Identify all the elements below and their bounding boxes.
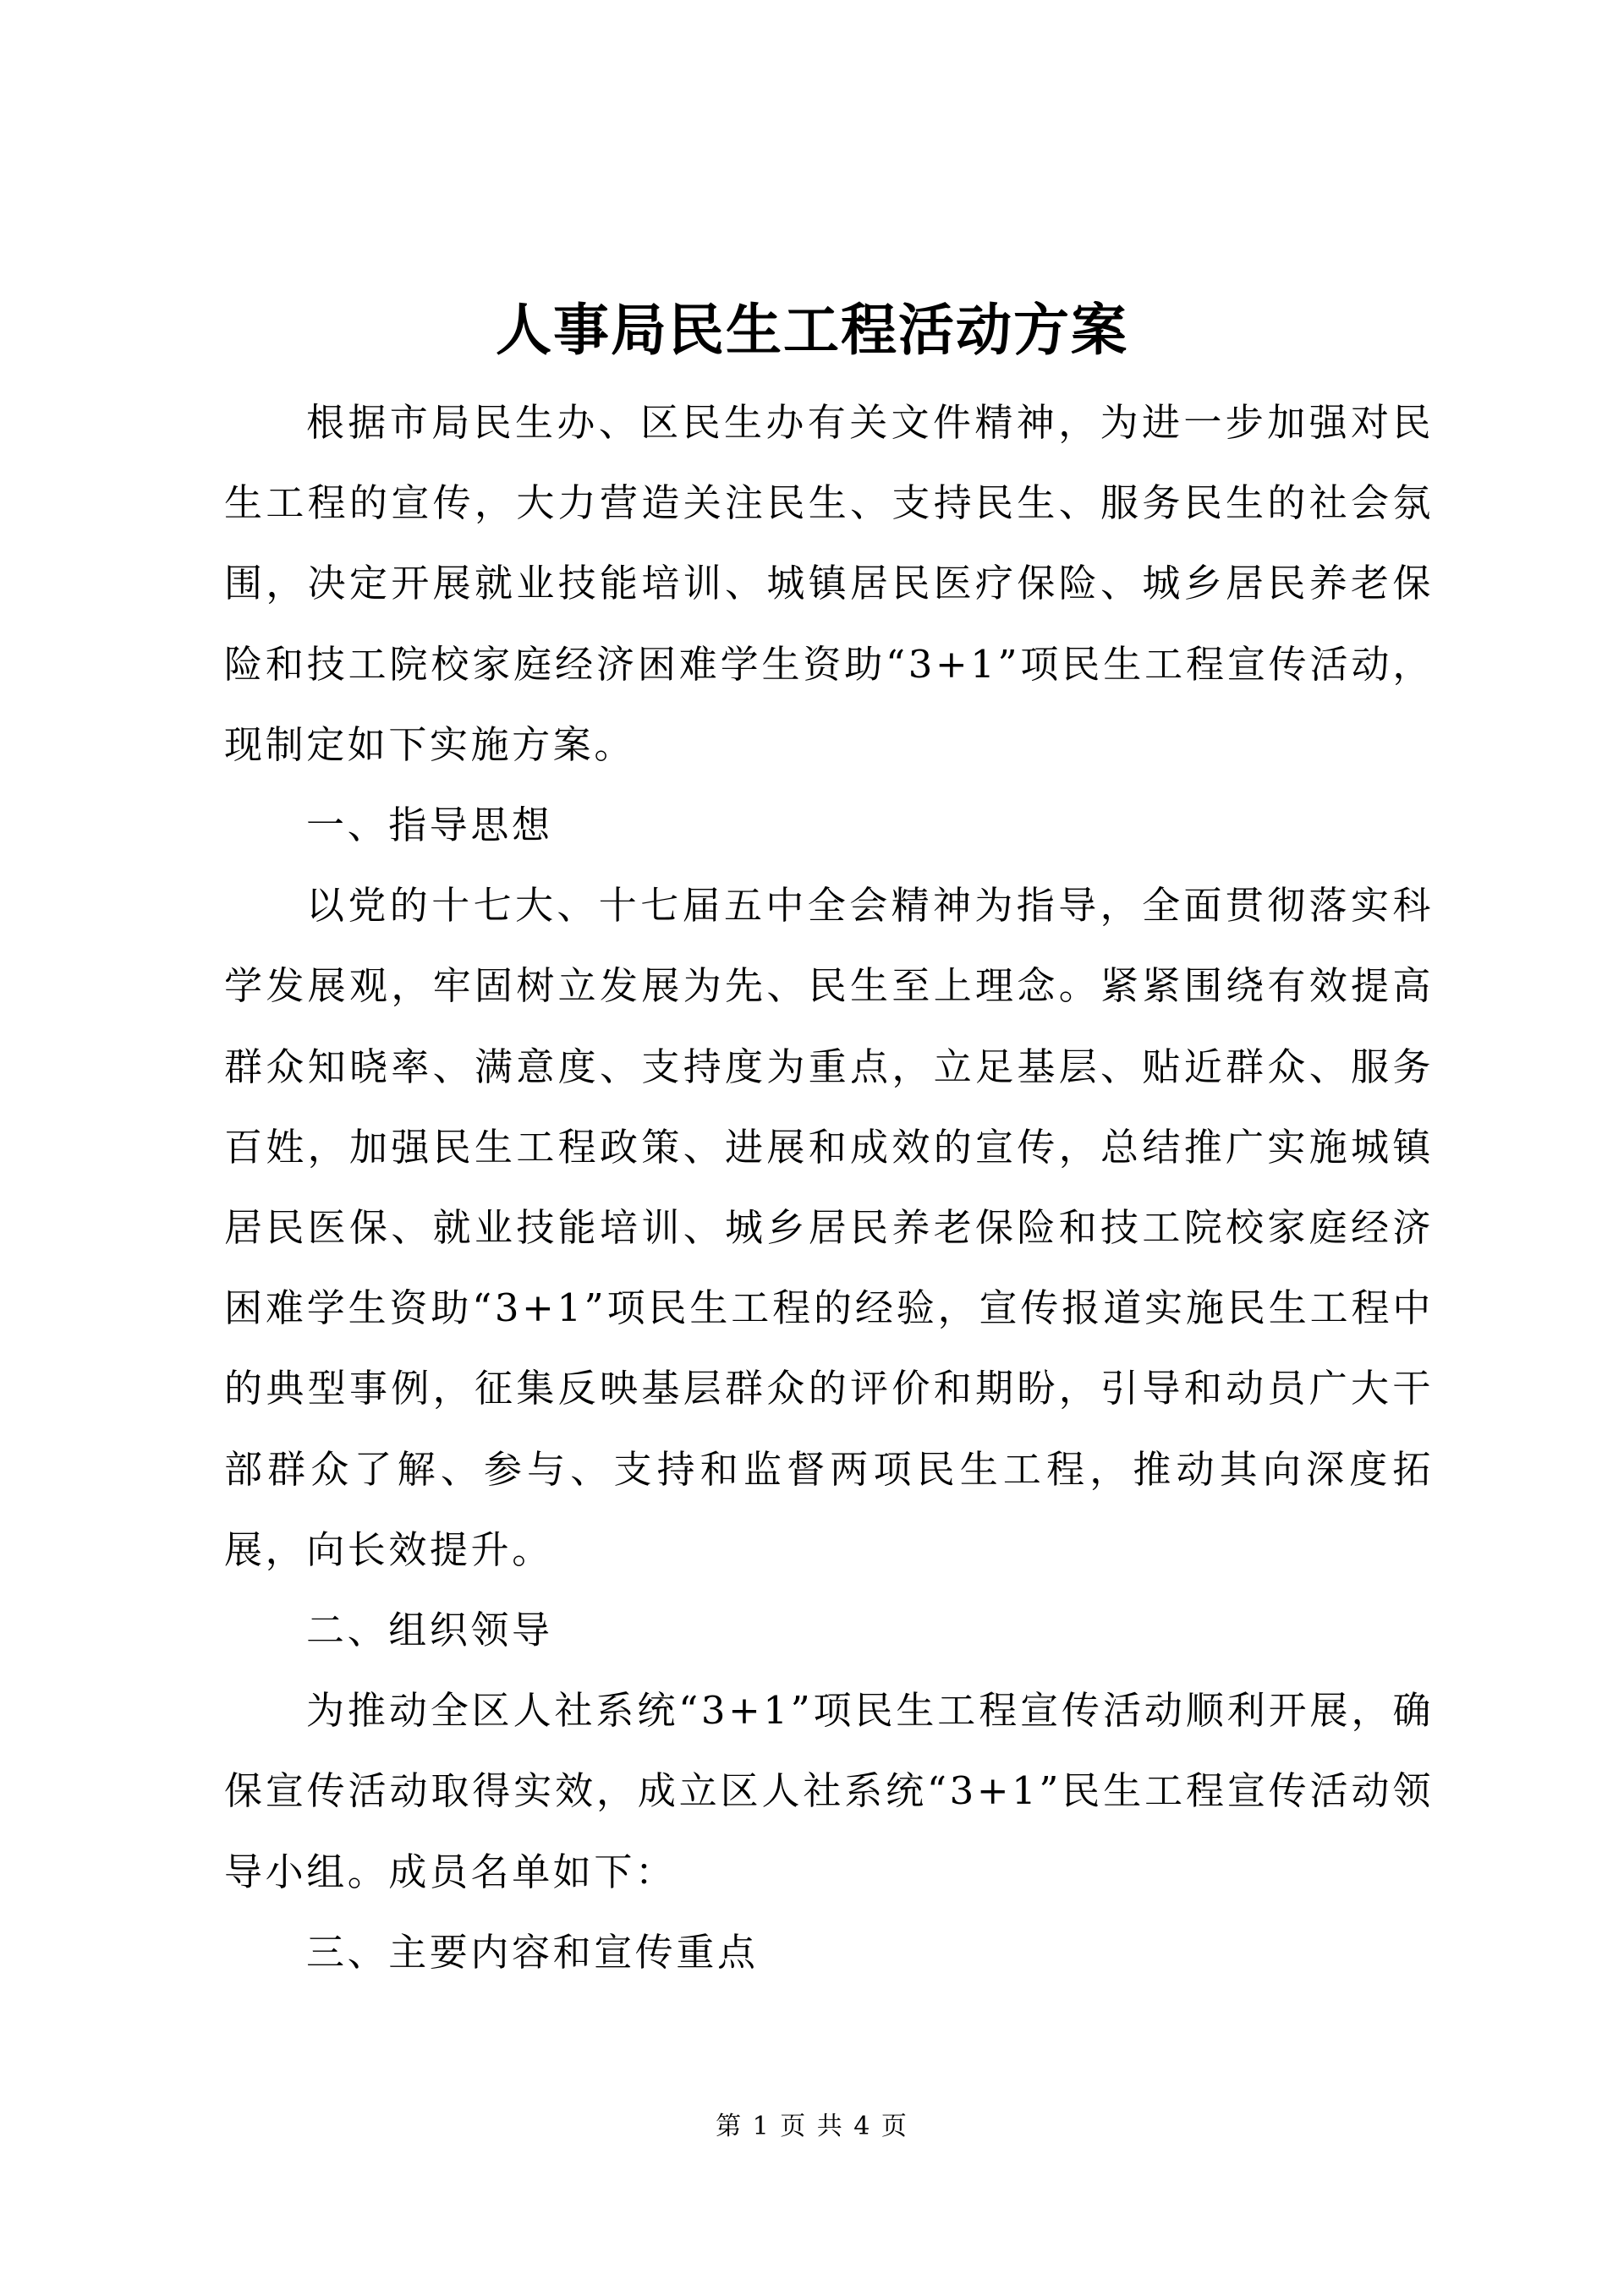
paragraph-guiding-ideology: 以党的十七大、十七届五中全会精神为指导，全面贯彻落实科学发展观，牢固树立发展为先、民生至上理念。紧紧围绕有效提高群众知晓率、满意度、支持度为重点，立足基层、贴近群众、服务百姓，加强民生工程政策、进展和成效的宣传，总结推广实施城镇居民医保、就业技能培训、城乡居民养老保险和技工院校家庭经济困难学生资助“3+1”项民生工程的经验，宣传报道实施民生工程中的典型事例，征集反映基层群众的评价和期盼，引导和动员广大干部群众了解、参与、支持和监督两项民生工程，推动其向深度拓展，向长效提升。 bbox=[224, 883, 1434, 1572]
page-number-footer: 第 1 页 共 4 页 bbox=[716, 2112, 908, 2141]
section-heading-main-content: 三、主要内容和宣传重点 bbox=[306, 1929, 759, 1975]
section-heading-guiding-ideology: 一、指导思想 bbox=[306, 803, 553, 848]
section-heading-organization: 二、组织领导 bbox=[306, 1608, 553, 1653]
paragraph-intro: 根据市局民生办、区民生办有关文件精神，为进一步加强对民生工程的宣传，大力营造关注民生、支持民生、服务民生的社会氛围，决定开展就业技能培训、城镇居民医疗保险、城乡居民养老保险和技工院校家庭经济困难学生资助“3+1”项民生工程宣传活动，现制定如下实施方案。 bbox=[224, 400, 1434, 767]
paragraph-organization: 为推动全区人社系统“3+1”项民生工程宣传活动顺利开展，确保宣传活动取得实效，成立区人社系统“3+1”民生工程宣传活动领导小组。成员名单如下： bbox=[224, 1688, 1434, 1894]
document-body bbox=[224, 382, 1434, 1992]
document-title: 人事局民生工程活动方案 bbox=[496, 297, 1128, 363]
